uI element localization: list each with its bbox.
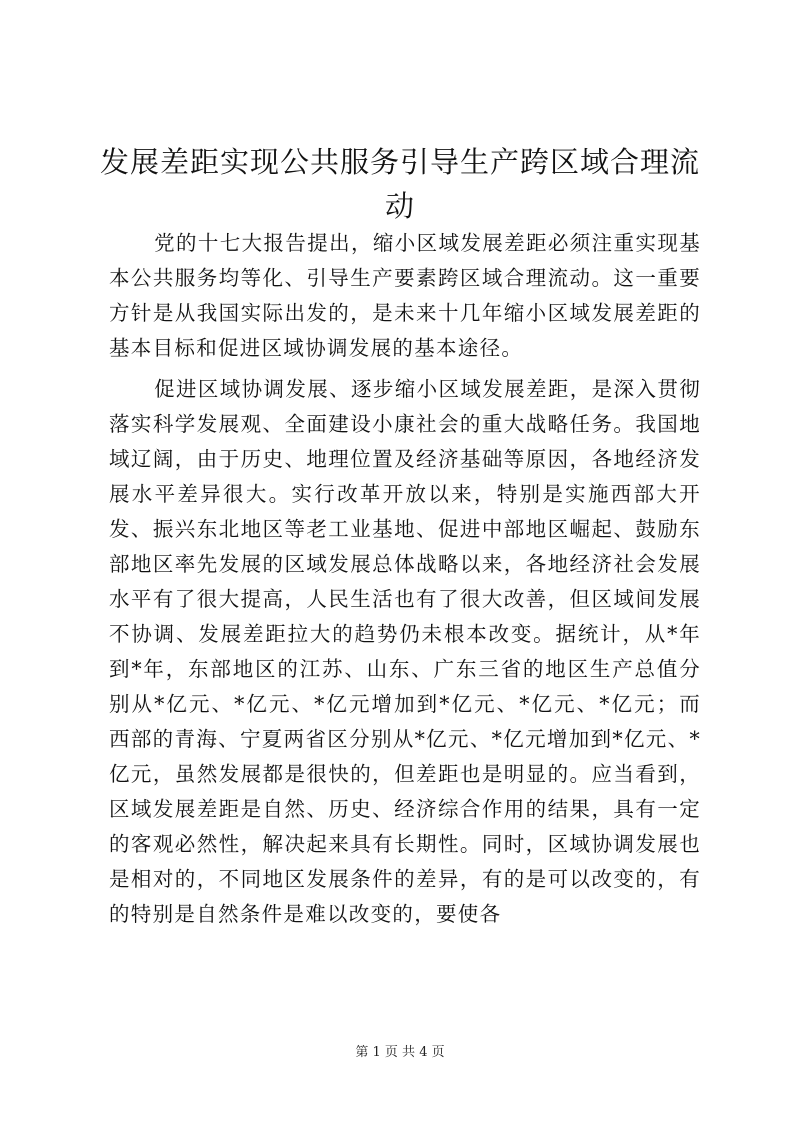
- document-title: 发展差距实现公共服务引导生产跨区域合理流动: [99, 145, 700, 223]
- body-paragraph: 党的十七大报告提出，缩小区域发展差距必须注重实现基本公共服务均等化、引导生产要素跨区域合理流动。这一重要方针是从我国实际出发的，是未来十几年缩小区域发展差距的基本目标和促进区域协调发展的基本途径。: [109, 231, 701, 360]
- document-body: [109, 226, 701, 938]
- page-footer: 第 1 页 共 4 页: [355, 1045, 445, 1060]
- body-paragraph: 促进区域协调发展、逐步缩小区域发展差距，是深入贯彻落实科学发展观、全面建设小康社会的重大战略任务。我国地域辽阔，由于历史、地理位置及经济基础等原因，各地经济发展水平差异很大。实行改革开放以来，特别是实施西部大开发、振兴东北地区等老工业基地、促进中部地区崛起、鼓励东部地区率先发展的区域发展总体战略以来，各地经济社会发展水平有了很大提高，人民生活也有了很大改善，但区域间发展不协调、发展差距拉大的趋势仍未根本改变。据统计，从*年到*年，东部地区的江苏、山东、广东三省的地区生产总值分别从*亿元、*亿元、*亿元增加到*亿元、*亿元、*亿元；而西部的青海、宁夏两省区分别从*亿元、*亿元增加到*亿元、*亿元，虽然发展都是很快的，但差距也是明显的。应当看到，区域发展差距是自然、历史、经济综合作用的结果，具有一定的客观必然性，解决起来具有长期性。同时，区域协调发展也是相对的，不同地区发展条件的差异，有的是可以改变的，有的特别是自然条件是难以改变的，要使各: [109, 377, 701, 926]
